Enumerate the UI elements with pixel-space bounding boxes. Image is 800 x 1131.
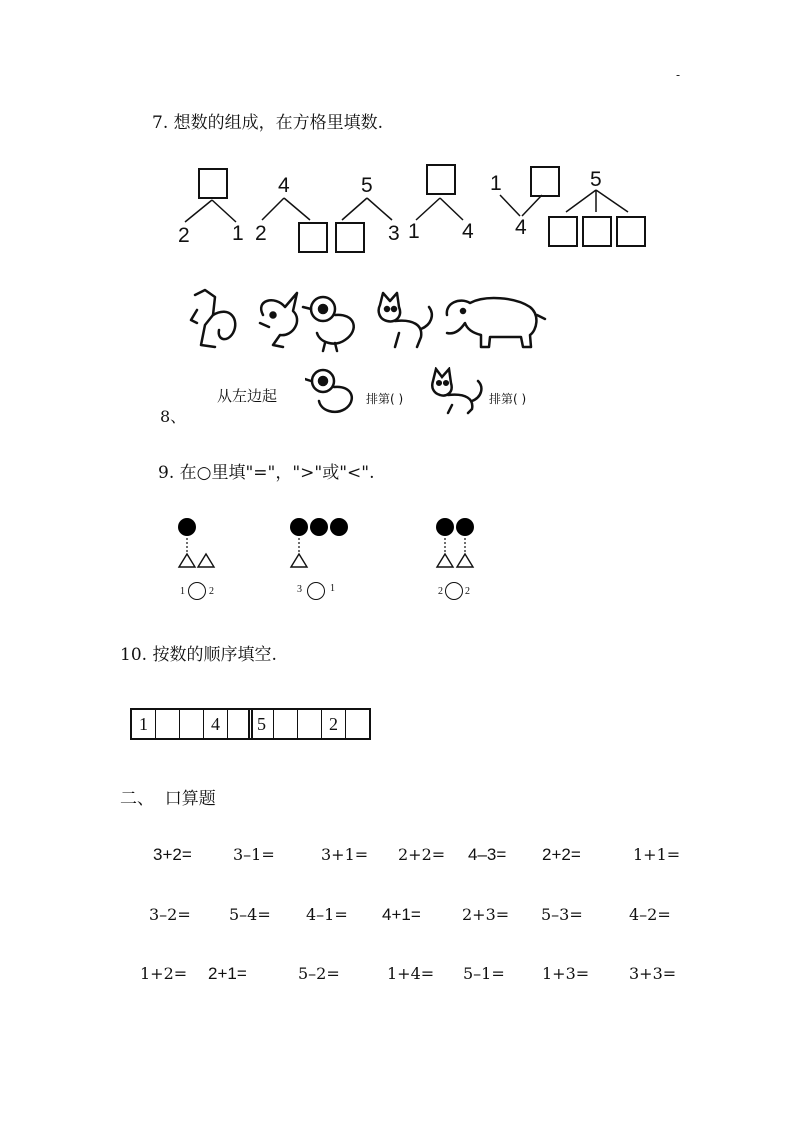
sequence-cell[interactable]: 5 [250, 710, 274, 738]
answer-box[interactable] [548, 216, 578, 247]
answer-box[interactable] [426, 164, 456, 195]
oral-problem: 5–1= [463, 964, 505, 983]
compare-right: 2 [465, 586, 470, 597]
oral-problem: 2+1= [208, 964, 247, 983]
filled-dot [330, 518, 348, 536]
filled-dot [436, 518, 454, 536]
compare-right: 1 [330, 583, 335, 594]
oral-problem: 1+3= [542, 964, 590, 983]
oral-problem: 5–3= [541, 905, 583, 924]
sequence-cell[interactable]: 4 [204, 710, 228, 738]
compare-left: 3 [297, 584, 302, 595]
section-2-title: 二、 口算题 [120, 789, 216, 809]
question-9-title: 9. 在○里填"="，">"或"<". [158, 463, 375, 483]
oral-problem: 2+2= [398, 845, 446, 864]
corner-mark: - [676, 68, 681, 82]
elephant-icon [447, 298, 545, 347]
sequence-cell[interactable] [346, 710, 369, 738]
oral-problem: 1+4= [387, 964, 435, 983]
filled-dot [178, 518, 196, 536]
compare-left: 2 [438, 586, 443, 597]
animal-illustrations [185, 285, 550, 355]
question-8-number: 8、 [160, 407, 187, 426]
sequence-strip-2 [248, 708, 371, 740]
answer-box[interactable] [530, 166, 560, 197]
bond-number: 5 [361, 174, 373, 197]
oral-problem: 4–3= [468, 845, 507, 864]
bond-number: 2 [255, 222, 267, 245]
oral-problem: 3+2= [153, 845, 192, 864]
oral-problem: 1+2= [140, 964, 188, 983]
answer-box[interactable] [582, 216, 612, 247]
rank-label-2: 排第( ) [489, 392, 527, 406]
bond-number: 1 [490, 172, 502, 195]
compare-circle[interactable] [188, 582, 206, 600]
oral-problem: 3–1= [233, 845, 275, 864]
number-bond-area [160, 160, 660, 260]
rabbit-icon [260, 293, 297, 347]
rank-label-1: 排第( ) [366, 392, 404, 406]
question-10-title: 10. 按数的顺序填空. [120, 645, 277, 665]
oral-problem: 4–2= [629, 905, 671, 924]
bond-number: 2 [178, 224, 190, 247]
sequence-cell[interactable] [298, 710, 322, 738]
compare-circle[interactable] [445, 582, 463, 600]
compare-group-2 [288, 536, 312, 570]
filled-dot [310, 518, 328, 536]
chick-small-icon [305, 365, 367, 419]
sequence-cell[interactable]: 1 [132, 710, 156, 738]
chick-icon [303, 297, 354, 351]
bond-number: 4 [462, 220, 474, 243]
cat-icon [379, 293, 432, 347]
oral-problem: 3+1= [321, 845, 369, 864]
compare-left: 1 [180, 586, 185, 597]
question-8-prefix: 从左边起 [217, 387, 278, 405]
animal-row [185, 285, 550, 355]
bond-number: 1 [232, 222, 244, 245]
compare-circle[interactable] [307, 582, 325, 600]
oral-problem: 5–2= [298, 964, 340, 983]
answer-box[interactable] [335, 222, 365, 253]
bond-number: 3 [388, 222, 400, 245]
cat-small-icon [428, 367, 488, 419]
sequence-cell[interactable] [156, 710, 180, 738]
answer-box[interactable] [198, 168, 228, 199]
filled-dot [290, 518, 308, 536]
oral-problem: 2+2= [542, 845, 581, 864]
answer-box[interactable] [616, 216, 646, 247]
bond-number: 1 [408, 220, 420, 243]
filled-dot [456, 518, 474, 536]
sequence-strip-1 [130, 708, 253, 740]
squirrel-icon [191, 290, 235, 347]
sequence-cell[interactable] [180, 710, 204, 738]
sequence-cell[interactable]: 2 [322, 710, 346, 738]
compare-group-1 [176, 536, 216, 570]
oral-problem: 3+3= [629, 964, 677, 983]
oral-problem: 4+1= [382, 905, 421, 924]
oral-problem: 5–4= [229, 905, 271, 924]
compare-right: 2 [209, 586, 214, 597]
bond-number: 4 [278, 174, 290, 197]
oral-problem: 1+1= [633, 845, 681, 864]
bond-number: 4 [515, 216, 527, 239]
bond-number: 5 [590, 168, 602, 191]
oral-problem: 2+3= [462, 905, 510, 924]
compare-group-3 [434, 536, 476, 570]
oral-problem: 3–2= [149, 905, 191, 924]
answer-box[interactable] [298, 222, 328, 253]
oral-problem: 4–1= [306, 905, 348, 924]
sequence-cell[interactable] [274, 710, 298, 738]
question-7-title: 7. 想数的组成，在方格里填数. [152, 113, 384, 133]
